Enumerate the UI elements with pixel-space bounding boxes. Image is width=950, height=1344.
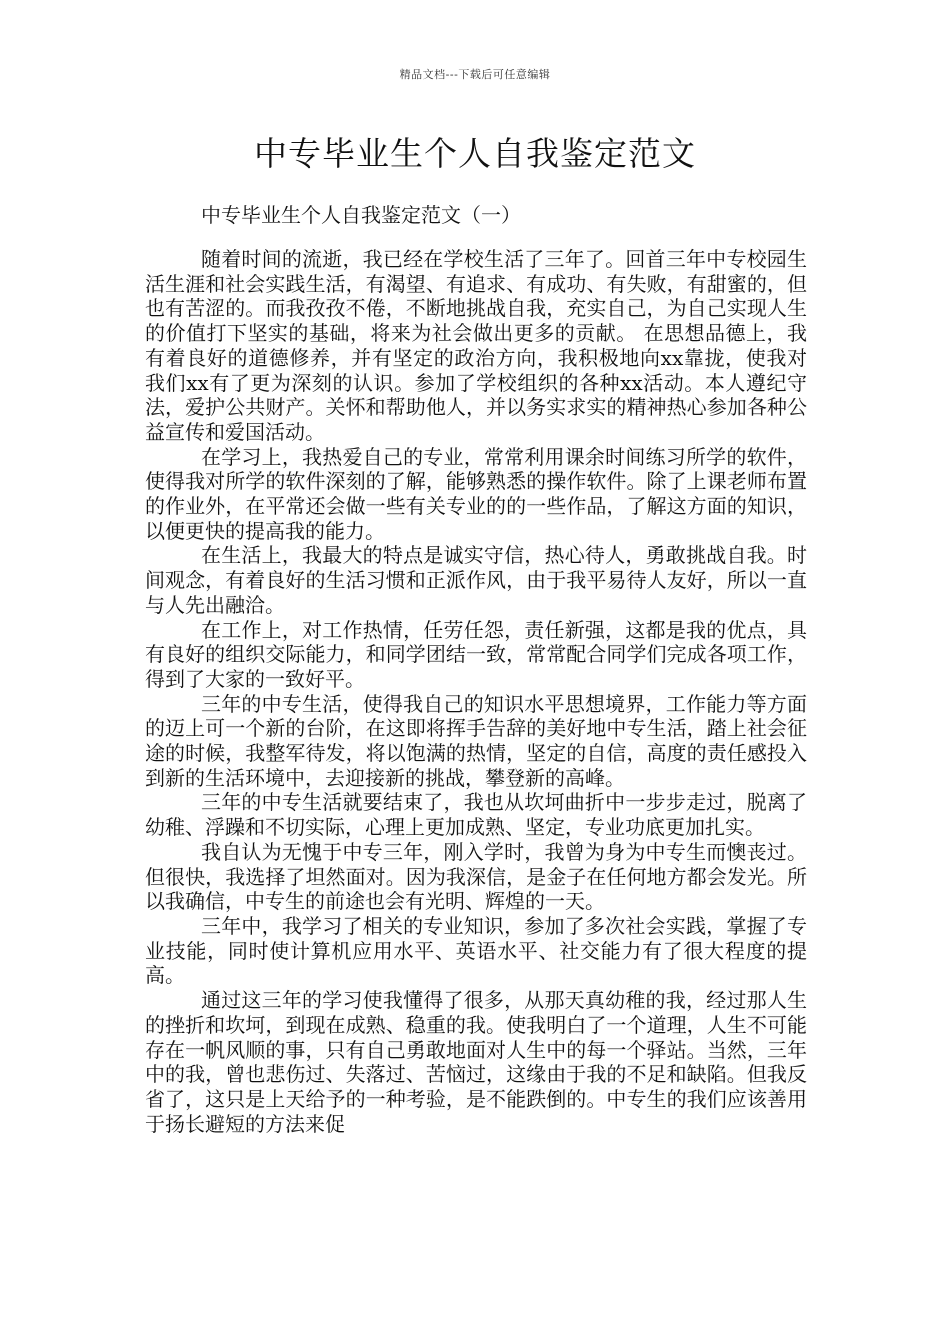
body-text [145, 247, 807, 1136]
paragraph: 三年中，我学习了相关的专业知识，参加了多次社会实践，掌握了专业技能，同时使计算机应用水平、英语水平、社交能力有了很大程度的提高。 [145, 913, 807, 988]
paragraph: 随着时间的流逝，我已经在学校生活了三年了。回首三年中专校园生活生涯和社会实践生活，有渴望、有追求、有成功、有失败，有甜蜜的，但也有苦涩的。而我孜孜不倦，不断地挑战自我，充实自己，为自己实现人生的价值打下坚实的基础，将来为社会做出更多的贡献。 在思想品德上，我有着良好的道德修养，并有坚定的政治方向，我积极地向xx靠拢，使我对我们xx有了更为深刻的认识。参加了学校组织的各种xx活动。本人遵纪守法，爱护公共财产。关怀和帮助他人，并以务实求实的精神热心参加各种公益宣传和爱国活动。 [145, 247, 807, 444]
paragraph: 在生活上，我最大的特点是诚实守信，热心待人，勇敢挑战自我。时间观念，有着良好的生活习惯和正派作风，由于我平易待人友好，所以一直与人先出融洽。 [145, 543, 807, 617]
paragraph: 三年的中专生活就要结束了，我也从坎坷曲折中一步步走过，脱离了幼稚、浮躁和不切实际，心理上更加成熟、坚定，专业功底更加扎实。 [145, 790, 807, 840]
paragraph: 三年的中专生活，使得我自己的知识水平思想境界，工作能力等方面的迈上可一个新的台阶，在这即将挥手告辞的美好地中专生活，踏上社会征途的时候，我整军待发，将以饱满的热情，坚定的自信，高度的责任感投入到新的生活环境中，去迎接新的挑战，攀登新的高峰。 [145, 691, 807, 790]
paragraph: 在学习上，我热爱自己的专业，常常利用课余时间练习所学的软件，使得我对所学的软件深刻的了解，能够熟悉的操作软件。除了上课老师布置的作业外，在平常还会做一些有关专业的的一些作品，了解这方面的知识，以便更快的提高我的能力。 [145, 444, 807, 543]
section-subtitle: 中专毕业生个人自我鉴定范文（一） [201, 203, 521, 227]
document-title: 中专毕业生个人自我鉴定范文 [254, 134, 696, 173]
paragraph: 在工作上，对工作热情，任劳任怨，责任新强，这都是我的优点，具有良好的组织交际能力，和同学团结一致，常常配合同学们完成各项工作，得到了大家的一致好平。 [145, 617, 807, 691]
header-note: 精品文档---下载后可任意编辑 [399, 68, 551, 81]
paragraph: 通过这三年的学习使我懂得了很多，从那天真幼稚的我，经过那人生的挫折和坎坷，到现在成熟、稳重的我。使我明白了一个道理，人生不可能存在一帆风顺的事，只有自己勇敢地面对人生中的每一个驿站。当然，三年中的我，曾也悲伤过、失落过、苦恼过，这缘由于我的不足和缺陷。但我反省了，这只是上天给予的一种考验，是不能跌倒的。中专生的我们应该善用于扬长避短的方法来促 [145, 988, 807, 1136]
paragraph: 我自认为无愧于中专三年，刚入学时，我曾为身为中专生而懊丧过。但很快，我选择了坦然面对。因为我深信，是金子在任何地方都会发光。所以我确信，中专生的前途也会有光明、辉煌的一天。 [145, 839, 807, 914]
